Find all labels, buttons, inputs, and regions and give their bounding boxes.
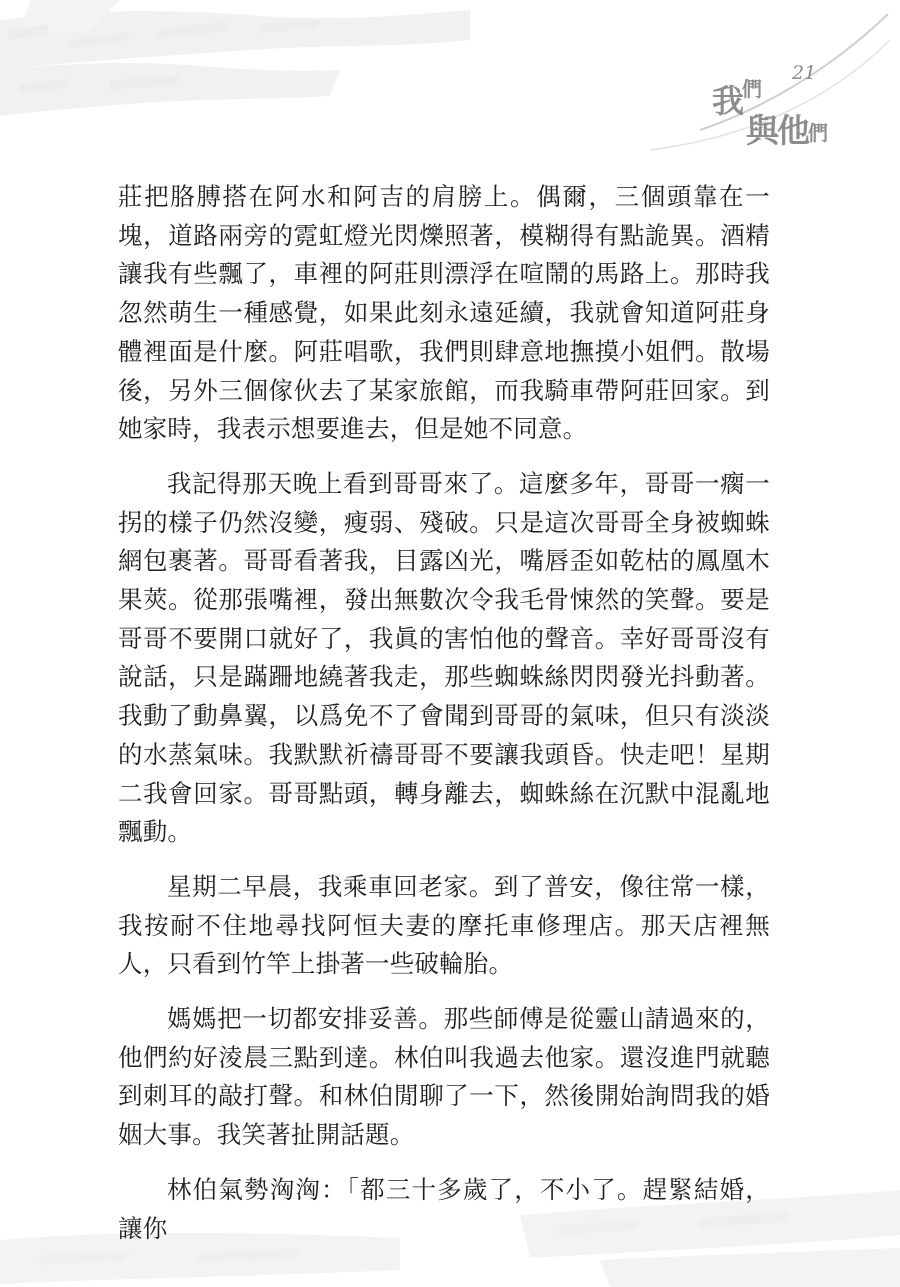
running-title-line2: [746, 105, 826, 152]
paragraph-2: 我記得那天晚上看到哥哥來了。這麼多年，哥哥一瘸一拐的樣子仍然沒變，瘦弱、殘破。只是這次哥哥全身被蜘蛛網包裹著。哥哥看著我，目露凶光，嘴唇歪如乾枯的鳳凰木果莢。從那張嘴裡，發出無數次令我毛骨悚然的笑聲。要是哥哥不要開口就好了，我眞的害怕他的聲音。幸好哥哥沒有說話，只是蹣跚地繞著我走，那些蜘蛛絲閃閃發光抖動著。我動了動鼻翼，以爲免不了會聞到哥哥的氣味，但只有淡淡的水蒸氣味。我默默祈禱哥哥不要讓我頭昏。快走吧！星期二我會回家。哥哥點頭，轉身離去，蜘蛛絲在沉默中混亂地飄動。: [118, 468, 770, 847]
body-text: [118, 178, 770, 1248]
paragraph-4: 媽媽把一切都安排妥善。那些師傅是從靈山請過來的，他們約好淩晨三點到達。林伯叫我過去他家。還沒進門就聽到刺耳的敲打聲。和林伯閒聊了一下，然後開始詢問我的婚姻大事。我笑著扯開話題。: [118, 1004, 770, 1150]
paragraph-5: 林伯氣勢洶洶：「都三十多歲了，不小了。趕緊結婚，讓你: [118, 1174, 770, 1243]
running-title-main: 與他: [746, 111, 808, 150]
running-title-small: 們: [742, 77, 761, 101]
running-title-small: 們: [808, 121, 826, 145]
page-number: 21: [792, 62, 817, 84]
paragraph-3: 星期二早晨，我乘車回老家。到了普安，像往常一樣，我按耐不住地尋找阿恒夫妻的摩托車修理店。那天店裡無人，只看到竹竿上掛著一些破輪胎。: [118, 871, 770, 979]
running-title-main: 我: [712, 82, 743, 120]
paragraph-1: 莊把胳膊搭在阿水和阿吉的肩膀上。偶爾，三個頭靠在一塊，道路兩旁的霓虹燈光閃爍照著，模糊得有點詭異。酒精讓我有些飄了，車裡的阿莊則漂浮在喧鬧的馬路上。那時我忽然萌生一種感覺，如果此刻永遠延續，我就會知道阿莊身體裡面是什麼。阿莊唱歌，我們則肆意地撫摸小姐們。散場後，另外三個傢伙去了某家旅館，而我騎車帶阿莊回家。到她家時，我表示想要進去，但是她不同意。: [118, 182, 770, 444]
